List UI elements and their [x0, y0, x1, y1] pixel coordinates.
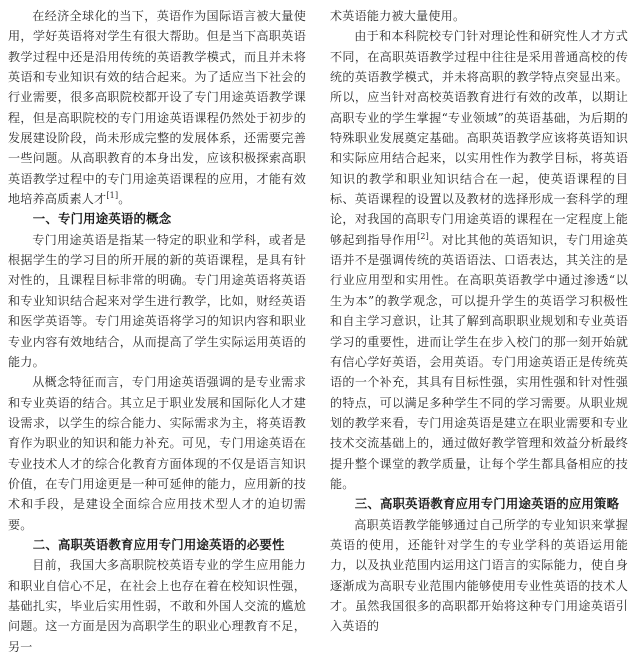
paragraph: [330, 26, 628, 494]
citation-ref[interactable]: [2]: [417, 231, 429, 241]
paragraph: [8, 6, 306, 209]
section-heading: 三、高职英语教育应用专门用途英语的应用策略: [354, 496, 620, 512]
left-column: [8, 6, 306, 657]
paragraph: 术英语能力被大量使用。: [330, 9, 466, 23]
paragraph-text: 由于和本科院校专门针对理论性和研究性人才方式不同，在高职英语教学过程中往往是采用普通高校的传统的英语教学模式，并未将高职的教学特点突显出来。所以，应当针对高校英语教育进行有效的改革，以期让高职专业的学生掌握“专业领域”的英语基础，为后期的特殊职业发展奠定基础。高职英语教学应该将英语知识和实际应用结合起来，以实用性作为教学目标，将英语知识的教学和职业知识结合在一起，使英语课程的目标、英语课程的设置以及教材的选择形成一套科学的理论，对我国的高职专门用途英语的课程在一定程度上能够起到指导作用: [330, 29, 628, 247]
right-column: [330, 6, 628, 637]
paragraph: 专门用途英语是指某一特定的职业和学科，或者是根据学生的学习目的所开展的新的英语课程，是具有针对性的，且课程目标非常的明确。专门用途英语将英语和专业知识结合起来对学生进行教学，比如，财经英语和医学英语等。专门用途英语将学习的知识内容和职业专业内容有效地结合，从而提高了学生实际运用英语的能力。: [8, 232, 306, 369]
paragraph-text: 在经济全球化的当下，英语作为国际语言被大量使用，学好英语将对学生有很大帮助。但是当下高职英语教学过程中还是沿用传统的英语教学模式，而且并未将英语和专业知识有效的结合起来。为了适应当下社会的行业需要，很多高职院校都开设了专门用途英语教学课程，但是高职院校的专门用途英语课程仍然处于初步的发展建设阶段，尚未形成完整的发展体系，还需要完善一些问题。从高职教育的本身出发，应该积极探索高职英语教学过程中的专门用途英语课程的应用，才能有效地培养高质素人才: [8, 9, 306, 207]
citation-ref[interactable]: [1]: [106, 191, 119, 201]
paragraph-text: 。: [118, 192, 131, 207]
section-heading: 一、专门用途英语的概念: [32, 211, 172, 227]
paragraph: 从概念特征而言，专门用途英语强调的是专业需求和专业英语的结合。其立足于职业发展和国际化人才建设需求，以学生的综合能力、实际需求为主，将英语教育作为职业的知识和能力补充。可见，专门用途英语在专业技术人才的综合化教育方面体现的不仅是语言知识价值，在专门用途更是一种可延伸的能力，应用新的技术和手段，是建设全面综合应用技术型人才的迫切需要。: [8, 375, 306, 532]
section-heading: 二、高职英语教育应用专门用途英语的必要性: [32, 536, 285, 552]
paragraph: 高职英语教学能够通过自己所学的专业知识来掌握英语的使用，还能针对学生的专业学科的英语运用能力，以及执业范围内运用这门语言的实际能力，使自身逐渐成为高职专业范围内能够使用专业性英语的技术人才。虽然我国很多的高职都开始将这种专门用途英语引入英语的: [330, 517, 628, 634]
paragraph-text: 。对比其他的英语知识，专门用途英语并不是强调传统的英语语法、口语表达，其关注的是行业应用型和实用性。在高职英语教学中通过渗透“以生为本”的教学观念，可以提升学生的英语学习积极性和自主学习意识，让其了解到高职职业规划和专业英语学习的重要性，进而让学生在步入校门的那一刻开始就有信心学好英语，会用英语。专门用途英语正是传统英语的一个补充，其具有目标性强，实用性强和针对性强的特点，可以满足多种学生不同的学习需要。从职业规划的教学来看，专门用途英语是建立在职业需要和专业技术交流基础上的，通过做好教学管理和效益分析最终提升整个课堂的教学质量，让每个学生都具备相应的技能。: [330, 232, 628, 491]
paragraph: 目前，我国大多高职院校英语专业的学生应用能力和职业自信心不足，在社会上也存在着在校知识性强，基础扎实，毕业后实用性弱，不敢和外国人交流的尴尬问题。这一方面是因为高职学生的职业心理教育不足，另一: [8, 558, 306, 654]
